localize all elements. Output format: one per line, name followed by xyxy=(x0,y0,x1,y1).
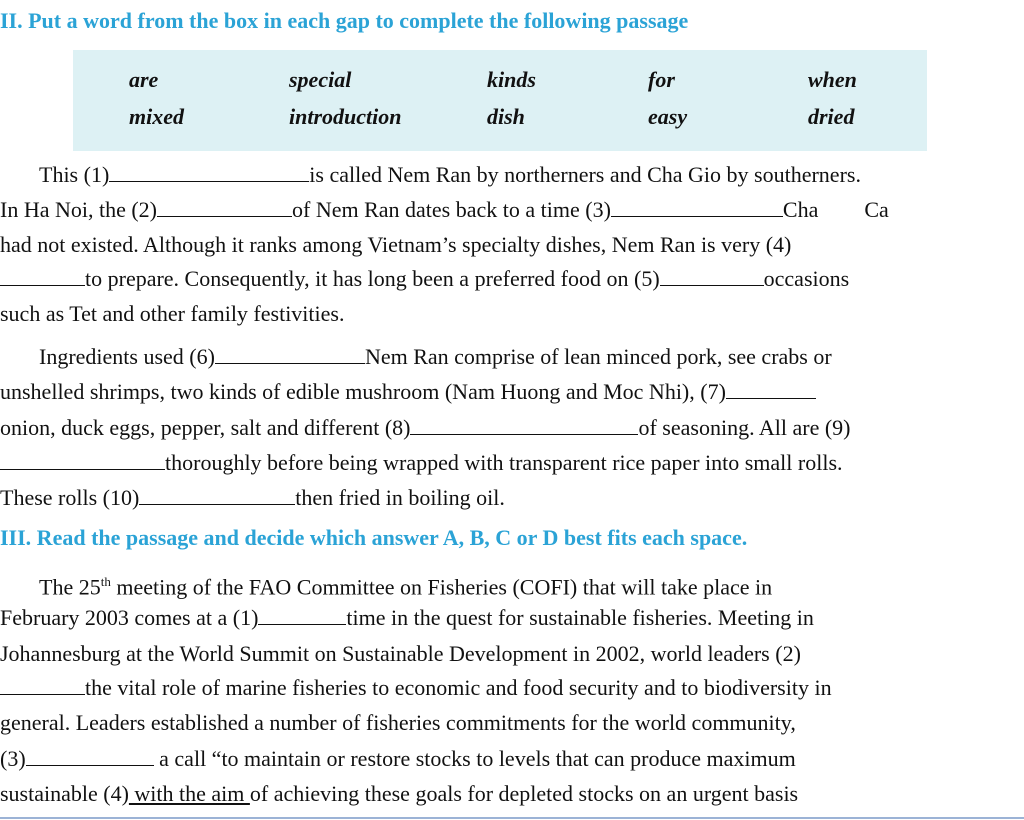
line-text: then fried in boiling oil. xyxy=(295,485,505,510)
passage-line xyxy=(0,673,1002,703)
gap-q1 xyxy=(258,606,346,625)
line-text: to prepare. Consequently, it has long been a preferred food on (5) xyxy=(85,266,660,291)
gap-1 xyxy=(109,163,309,182)
gap-9 xyxy=(0,451,165,470)
word-special: special xyxy=(289,67,352,92)
underlined-phrase: with the aim xyxy=(128,781,250,806)
line-text: occasions xyxy=(763,266,850,291)
passage-line xyxy=(0,744,1002,774)
gap-5 xyxy=(660,267,764,286)
passage-line xyxy=(0,567,1002,602)
word-kinds: kinds xyxy=(487,67,536,92)
line-text: Johannesburg at the World Summit on Sustainable Development in 2002, world leaders (2) xyxy=(0,641,801,666)
line-text: had not existed. Although it ranks among Vietnam’s specialty dishes, Nem Ran is very (4) xyxy=(0,232,792,257)
section-2-heading: II. Put a word from the box in each gap to complete the following passage xyxy=(0,8,689,33)
gap-q3 xyxy=(26,747,154,766)
passage-line xyxy=(0,779,1002,809)
word-box xyxy=(73,50,927,151)
gap-q2 xyxy=(0,676,85,695)
line-text: These rolls (10) xyxy=(0,485,140,510)
line-text: of seasoning. All are (9) xyxy=(638,415,851,440)
line-text: meeting of the FAO Committee on Fisheries (COFI) that will take place in xyxy=(110,574,773,600)
passage-line xyxy=(0,483,1002,513)
gap-8 xyxy=(410,416,638,435)
word-mixed: mixed xyxy=(129,104,184,129)
superscript: th xyxy=(100,574,111,589)
bottom-divider xyxy=(0,817,1024,819)
passage-line xyxy=(0,413,1002,443)
passage-line xyxy=(0,708,1002,738)
line-text: time in the quest for sustainable fisheries. Meeting in xyxy=(346,605,814,630)
line-text: Cha xyxy=(782,197,819,222)
gap-4 xyxy=(0,267,85,286)
word-dish: dish xyxy=(487,104,525,129)
passage-line xyxy=(0,230,1002,260)
line-text: The 25 xyxy=(39,574,101,600)
gap-2 xyxy=(157,198,292,217)
line-text: of achieving these goals for depleted stocks on an urgent basis xyxy=(249,781,799,806)
gap-10 xyxy=(139,486,295,505)
word-are: are xyxy=(129,67,159,92)
passage-line xyxy=(0,342,1002,372)
passage-line xyxy=(0,264,1002,294)
passage-line xyxy=(0,160,1002,190)
passage-line xyxy=(0,299,1002,329)
line-text: a call “to maintain or restore stocks to levels that can produce maximum xyxy=(153,746,796,771)
line-text: the vital role of marine fisheries to economic and food security and to biodiversity in xyxy=(85,675,832,700)
gap-7 xyxy=(726,380,816,399)
line-text: onion, duck eggs, pepper, salt and different (8) xyxy=(0,415,411,440)
line-text: unshelled shrimps, two kinds of edible mushroom (Nam Huong and Moc Nhi), (7) xyxy=(0,379,726,404)
gap-3 xyxy=(611,198,783,217)
line-text: Ingredients used (6) xyxy=(39,344,215,369)
line-text: This (1) xyxy=(39,162,110,187)
line-text: sustainable (4) xyxy=(0,781,129,806)
section-3-heading: III. Read the passage and decide which answer A, B, C or D best fits each space. xyxy=(0,525,748,550)
line-text: (3) xyxy=(0,746,26,771)
passage-line xyxy=(0,448,1002,478)
line-text: In Ha Noi, the (2) xyxy=(0,197,158,222)
line-text: Nem Ran comprise of lean minced pork, see crabs or xyxy=(364,344,832,369)
line-text: such as Tet and other family festivities. xyxy=(0,301,345,326)
word-dried: dried xyxy=(808,104,855,129)
line-text: is called Nem Ran by northerners and Cha Gio by southerners. xyxy=(309,162,861,187)
word-easy: easy xyxy=(648,104,688,129)
passage-line xyxy=(0,603,1002,633)
line-text: general. Leaders established a number of fisheries commitments for the world community, xyxy=(0,710,796,735)
passage-line xyxy=(0,195,1002,225)
passage-line xyxy=(0,377,1002,407)
line-text: Ca xyxy=(864,197,889,222)
passage-line xyxy=(0,639,1002,669)
word-when: when xyxy=(808,67,857,92)
line-text: of Nem Ran dates back to a time (3) xyxy=(292,197,611,222)
gap-6 xyxy=(215,345,365,364)
word-for: for xyxy=(648,67,675,92)
word-introduction: introduction xyxy=(289,104,402,129)
line-text: February 2003 comes at a (1) xyxy=(0,605,259,630)
line-text: thoroughly before being wrapped with transparent rice paper into small rolls. xyxy=(165,450,843,475)
